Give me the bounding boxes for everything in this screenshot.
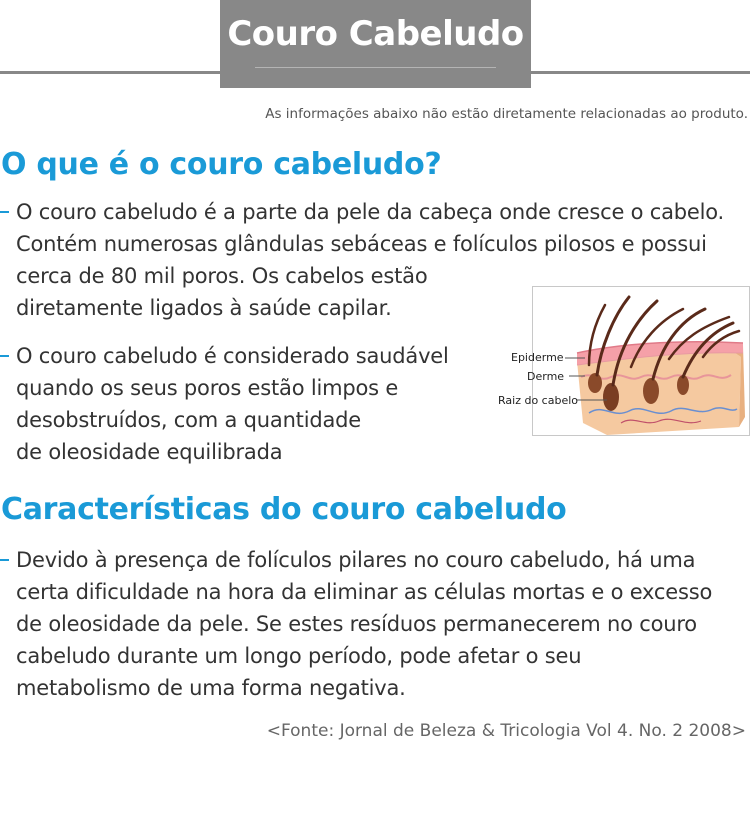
paragraph-line: Devido à presença de folículos pilares no couro cabeludo, há uma (16, 548, 696, 572)
paragraph-line: de oleosidade da pele. Se estes resíduos permanecerem no couro (16, 612, 697, 636)
paragraph-line: Contém numerosas glândulas sebáceas e folículos pilosos e possui (16, 232, 707, 256)
section-heading-what-is: O que é o couro cabeludo? (1, 147, 442, 182)
disclaimer: As informações abaixo não estão diretamente relacionadas ao produto. (265, 106, 748, 122)
paragraph-line: cabeludo durante um longo período, pode afetar o seu (16, 644, 582, 668)
title-underline (255, 67, 496, 68)
paragraph-line: O couro cabeludo é considerado saudável (16, 344, 449, 368)
paragraph-line: quando os seus poros estão limpos e (16, 376, 399, 400)
label-hair-root: Raiz do cabelo (498, 394, 579, 407)
bullet-dash (0, 211, 9, 213)
paragraph-line: desobstruídos, com a quantidade (16, 408, 361, 432)
paragraph-line: de oleosidade equilibrada (16, 440, 283, 464)
paragraph-line: metabolismo de uma forma negativa. (16, 676, 406, 700)
label-dermis: Derme (527, 370, 565, 383)
page-title: Couro Cabeludo (227, 14, 524, 54)
paragraph-healthy (0, 340, 449, 468)
label-epidermis: Epiderme (511, 351, 564, 364)
section-heading-characteristics: Características do couro cabeludo (1, 492, 567, 527)
bullet-dash (0, 355, 9, 357)
paragraph-line: diretamente ligados à saúde capilar. (16, 296, 392, 320)
paragraph-line: O couro cabeludo é a parte da pele da cabeça onde cresce o cabelo. (16, 200, 725, 224)
paragraph-characteristics (0, 544, 712, 704)
scalp-diagram-illustration (533, 287, 751, 437)
paragraph-line: certa dificuldade na hora da eliminar as células mortas e o excesso (16, 580, 713, 604)
title-box (220, 0, 531, 88)
source-citation: <Fonte: Jornal de Beleza & Tricologia Vol 4. No. 2 2008> (266, 721, 746, 741)
scalp-diagram (498, 286, 750, 436)
bullet-dash (0, 559, 9, 561)
paragraph-line: cerca de 80 mil poros. Os cabelos estão (16, 264, 428, 288)
